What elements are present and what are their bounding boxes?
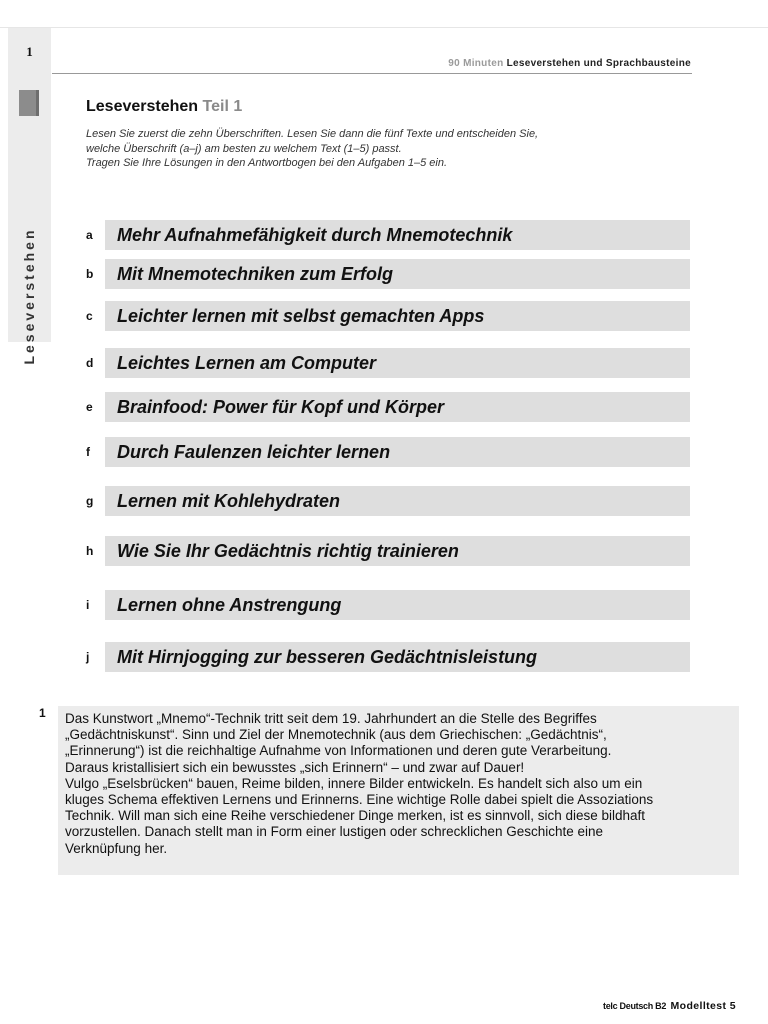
- task-instructions: [86, 127, 646, 171]
- footer-brand: telc Deutsch B2: [603, 1001, 667, 1011]
- headline-d: Leichtes Lernen am Computer: [105, 348, 690, 378]
- text-line: „Gedächtniskunst“. Sinn und Ziel der Mnemotechnik (aus dem Griechischen: „Gedächtnis“,: [65, 727, 607, 743]
- instruction-line: Tragen Sie Ihre Lösungen in den Antwortbogen bei den Aufgaben 1–5 ein.: [86, 157, 448, 169]
- page-header: [448, 58, 691, 69]
- header-section: Leseverstehen und Sprachbausteine: [506, 58, 691, 69]
- headline-letter: d: [86, 356, 94, 370]
- headline-g: Lernen mit Kohlehydraten: [105, 486, 690, 516]
- headline-i: Lernen ohne Anstrengung: [105, 590, 690, 620]
- task-title-main: Leseverstehen: [86, 98, 199, 115]
- headline-letter: g: [86, 494, 94, 508]
- headline-b: Mit Mnemotechniken zum Erfolg: [105, 259, 690, 289]
- headline-j: Mit Hirnjogging zur besseren Gedächtnisleistung: [105, 642, 690, 672]
- text-line: „Erinnerung“) ist die reichhaltige Aufnahme von Informationen und deren gute Verarbeitung.: [65, 743, 612, 759]
- headline-h: Wie Sie Ihr Gedächtnis richtig trainieren: [105, 536, 690, 566]
- instruction-line: welche Überschrift (a–j) am besten zu welchem Text (1–5) passt.: [86, 142, 402, 155]
- footer-test: Modelltest 5: [670, 1000, 736, 1012]
- headline-letter: i: [86, 598, 90, 612]
- reading-text-1: [58, 706, 739, 875]
- headline-c: Leichter lernen mit selbst gemachten Apps: [105, 301, 690, 331]
- text-line: Verknüpfung her.: [65, 840, 168, 856]
- top-rule: [0, 27, 768, 28]
- headline-letter: a: [86, 228, 93, 242]
- text-line: kluges Schema effektiven Lernens und Erinnerns. Eine wichtige Rolle dabei spielt die Assoziations: [65, 792, 654, 808]
- headline-e: Brainfood: Power für Kopf und Körper: [105, 392, 690, 422]
- section-marker-icon: [19, 90, 39, 116]
- headline-f: Durch Faulenzen leichter lernen: [105, 437, 690, 467]
- instruction-line: Lesen Sie zuerst die zehn Überschriften. Lesen Sie dann die fünf Texte und entscheiden Sie,: [86, 128, 539, 140]
- headline-letter: f: [86, 445, 90, 459]
- header-rule: [52, 73, 692, 74]
- headline-letter: h: [86, 544, 94, 558]
- headline-a: Mehr Aufnahmefähigkeit durch Mnemotechnik: [105, 220, 690, 250]
- task-title: [86, 98, 242, 116]
- chapter-number: 1: [26, 44, 33, 59]
- page-footer: [603, 996, 736, 1014]
- side-tab: [8, 28, 51, 365]
- headline-letter: j: [86, 650, 90, 664]
- side-tab-label: Leseverstehen: [21, 227, 37, 365]
- text-line: vorzustellen. Danach stellt man in Form einer lustigen oder schrecklichen Geschichte eine: [65, 824, 604, 840]
- headline-letter: b: [86, 267, 94, 281]
- headline-letter: e: [86, 400, 93, 414]
- headline-letter: c: [86, 309, 93, 323]
- task-part: Teil 1: [202, 98, 243, 115]
- header-duration: 90 Minuten: [448, 58, 504, 69]
- text-number: 1: [39, 706, 46, 720]
- text-line: Technik. Will man sich eine Reihe verschiedener Dinge merken, ist es sinnvoll, sich diese bildhaft: [65, 808, 646, 824]
- text-line: Das Kunstwort „Mnemo“-Technik tritt seit dem 19. Jahrhundert an die Stelle des Begriffes: [65, 711, 597, 726]
- text-line: Vulgo „Eselsbrücken“ bauen, Reime bilden, innere Bilder entwickeln. Es handelt sich also um ein: [65, 775, 643, 791]
- text-line: Daraus kristallisiert sich ein bewusstes „sich Erinnern“ – und zwar auf Dauer!: [65, 759, 525, 775]
